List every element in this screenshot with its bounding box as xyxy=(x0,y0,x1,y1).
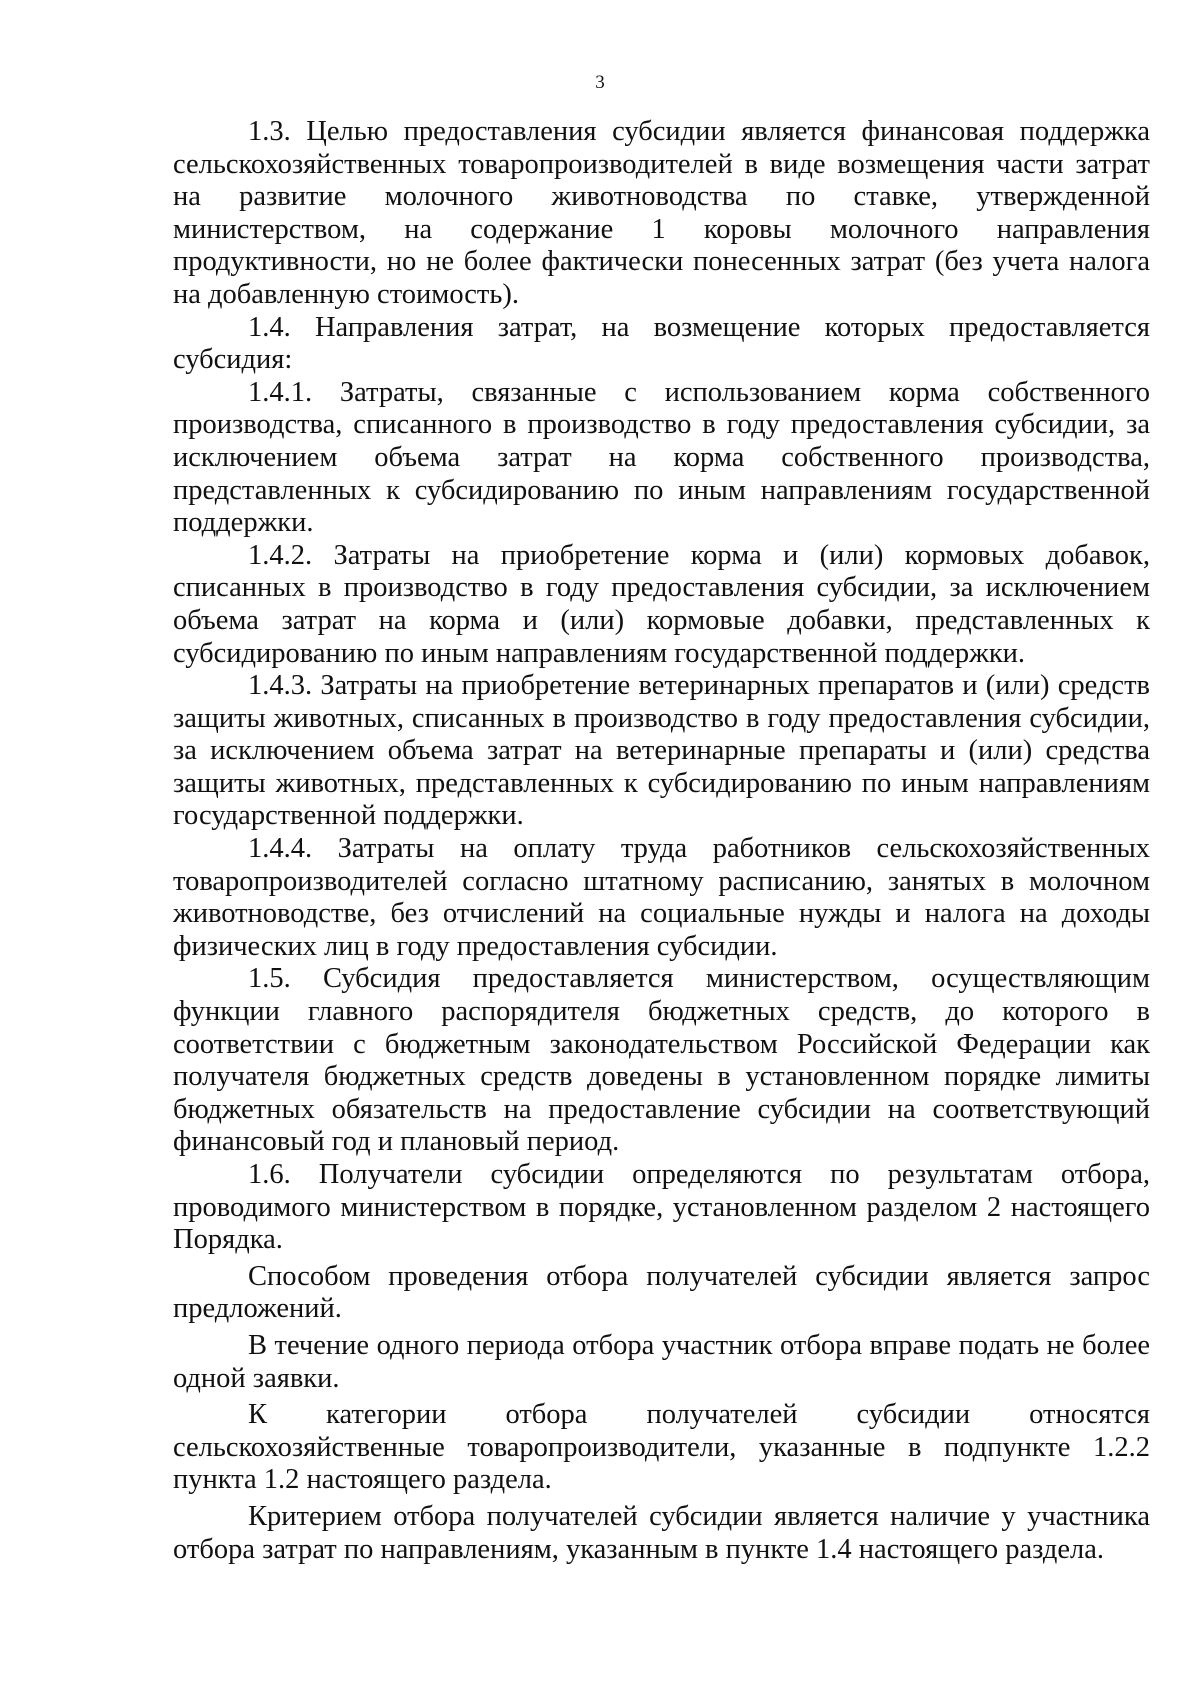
document-body xyxy=(173,116,1150,1566)
page-number: 3 xyxy=(595,72,605,93)
paragraph-1-3: 1.3. Целью предоставления субсидии является финансовая поддержка сельскохозяйственных товаропроизводителей в виде возмещения части затрат на развитие молочного животноводства по ставке, утвержденной министерством, на содержание 1 коровы молочного направления продуктивности, но не более фактически понесенных затрат (без учета налога на добавленную стоимость). xyxy=(173,116,1150,310)
paragraph-selection-method: Способом проведения отбора получателей субсидии является запрос предложений. xyxy=(173,1260,1150,1325)
paragraph-1-6: 1.6. Получатели субсидии определяются по результатам отбора, проводимого министерством в порядке, установленном разделом 2 настоящего Порядка. xyxy=(173,1159,1150,1256)
paragraph-one-application: В течение одного периода отбора участник отбора вправе подать не более одной заявки. xyxy=(173,1329,1150,1394)
paragraph-1-4-3: 1.4.3. Затраты на приобретение ветеринарных препаратов и (или) средств защиты животных, списанных в производство в году предоставления субсидии, за исключением объема затрат на ветеринарные препараты и (или) средства защиты животных, представленных к субсидированию по иным направлениям государственной поддержки. xyxy=(173,670,1150,832)
paragraph-1-4: 1.4. Направления затрат, на возмещение которых предоставляется субсидия: xyxy=(173,311,1150,376)
paragraph-1-4-4: 1.4.4. Затраты на оплату труда работников сельскохозяйственных товаропроизводителей согласно штатному расписанию, занятых в молочном животноводстве, без отчислений на социальные нужды и налога на доходы физических лиц в году предоставления субсидии. xyxy=(173,833,1150,962)
paragraph-1-5: 1.5. Субсидия предоставляется министерством, осуществляющим функции главного распорядителя бюджетных средств, до которого в соответствии с бюджетным законодательством Российской Федерации как получателя бюджетных средств доведены в установленном порядке лимиты бюджетных обязательств на предоставление субсидии на соответствующий финансовый год и плановый период. xyxy=(173,963,1150,1158)
paragraph-1-4-2: 1.4.2. Затраты на приобретение корма и (или) кормовых добавок, списанных в производство в году предоставления субсидии, за исключением объема затрат на корма и (или) кормовые добавки, представленных к субсидированию по иным направлениям государственной поддержки. xyxy=(173,539,1150,669)
paragraph-selection-criterion: Критерием отбора получателей субсидии является наличие у участника отбора затрат по направлениям, указанным в пункте 1.4 настоящего раздела. xyxy=(173,1500,1150,1565)
paragraph-1-4-1: 1.4.1. Затраты, связанные с использованием корма собственного производства, списанного в производство в году предоставления субсидии, за исключением объема затрат на корма собственного производства, представленных к субсидированию по иным направлениям государственной поддержки. xyxy=(173,376,1150,539)
paragraph-selection-category: К категории отбора получателей субсидии относятся сельскохозяйственные товаропроизводители, указанные в подпункте 1.2.2 пункта 1.2 настоящего раздела. xyxy=(173,1399,1150,1496)
